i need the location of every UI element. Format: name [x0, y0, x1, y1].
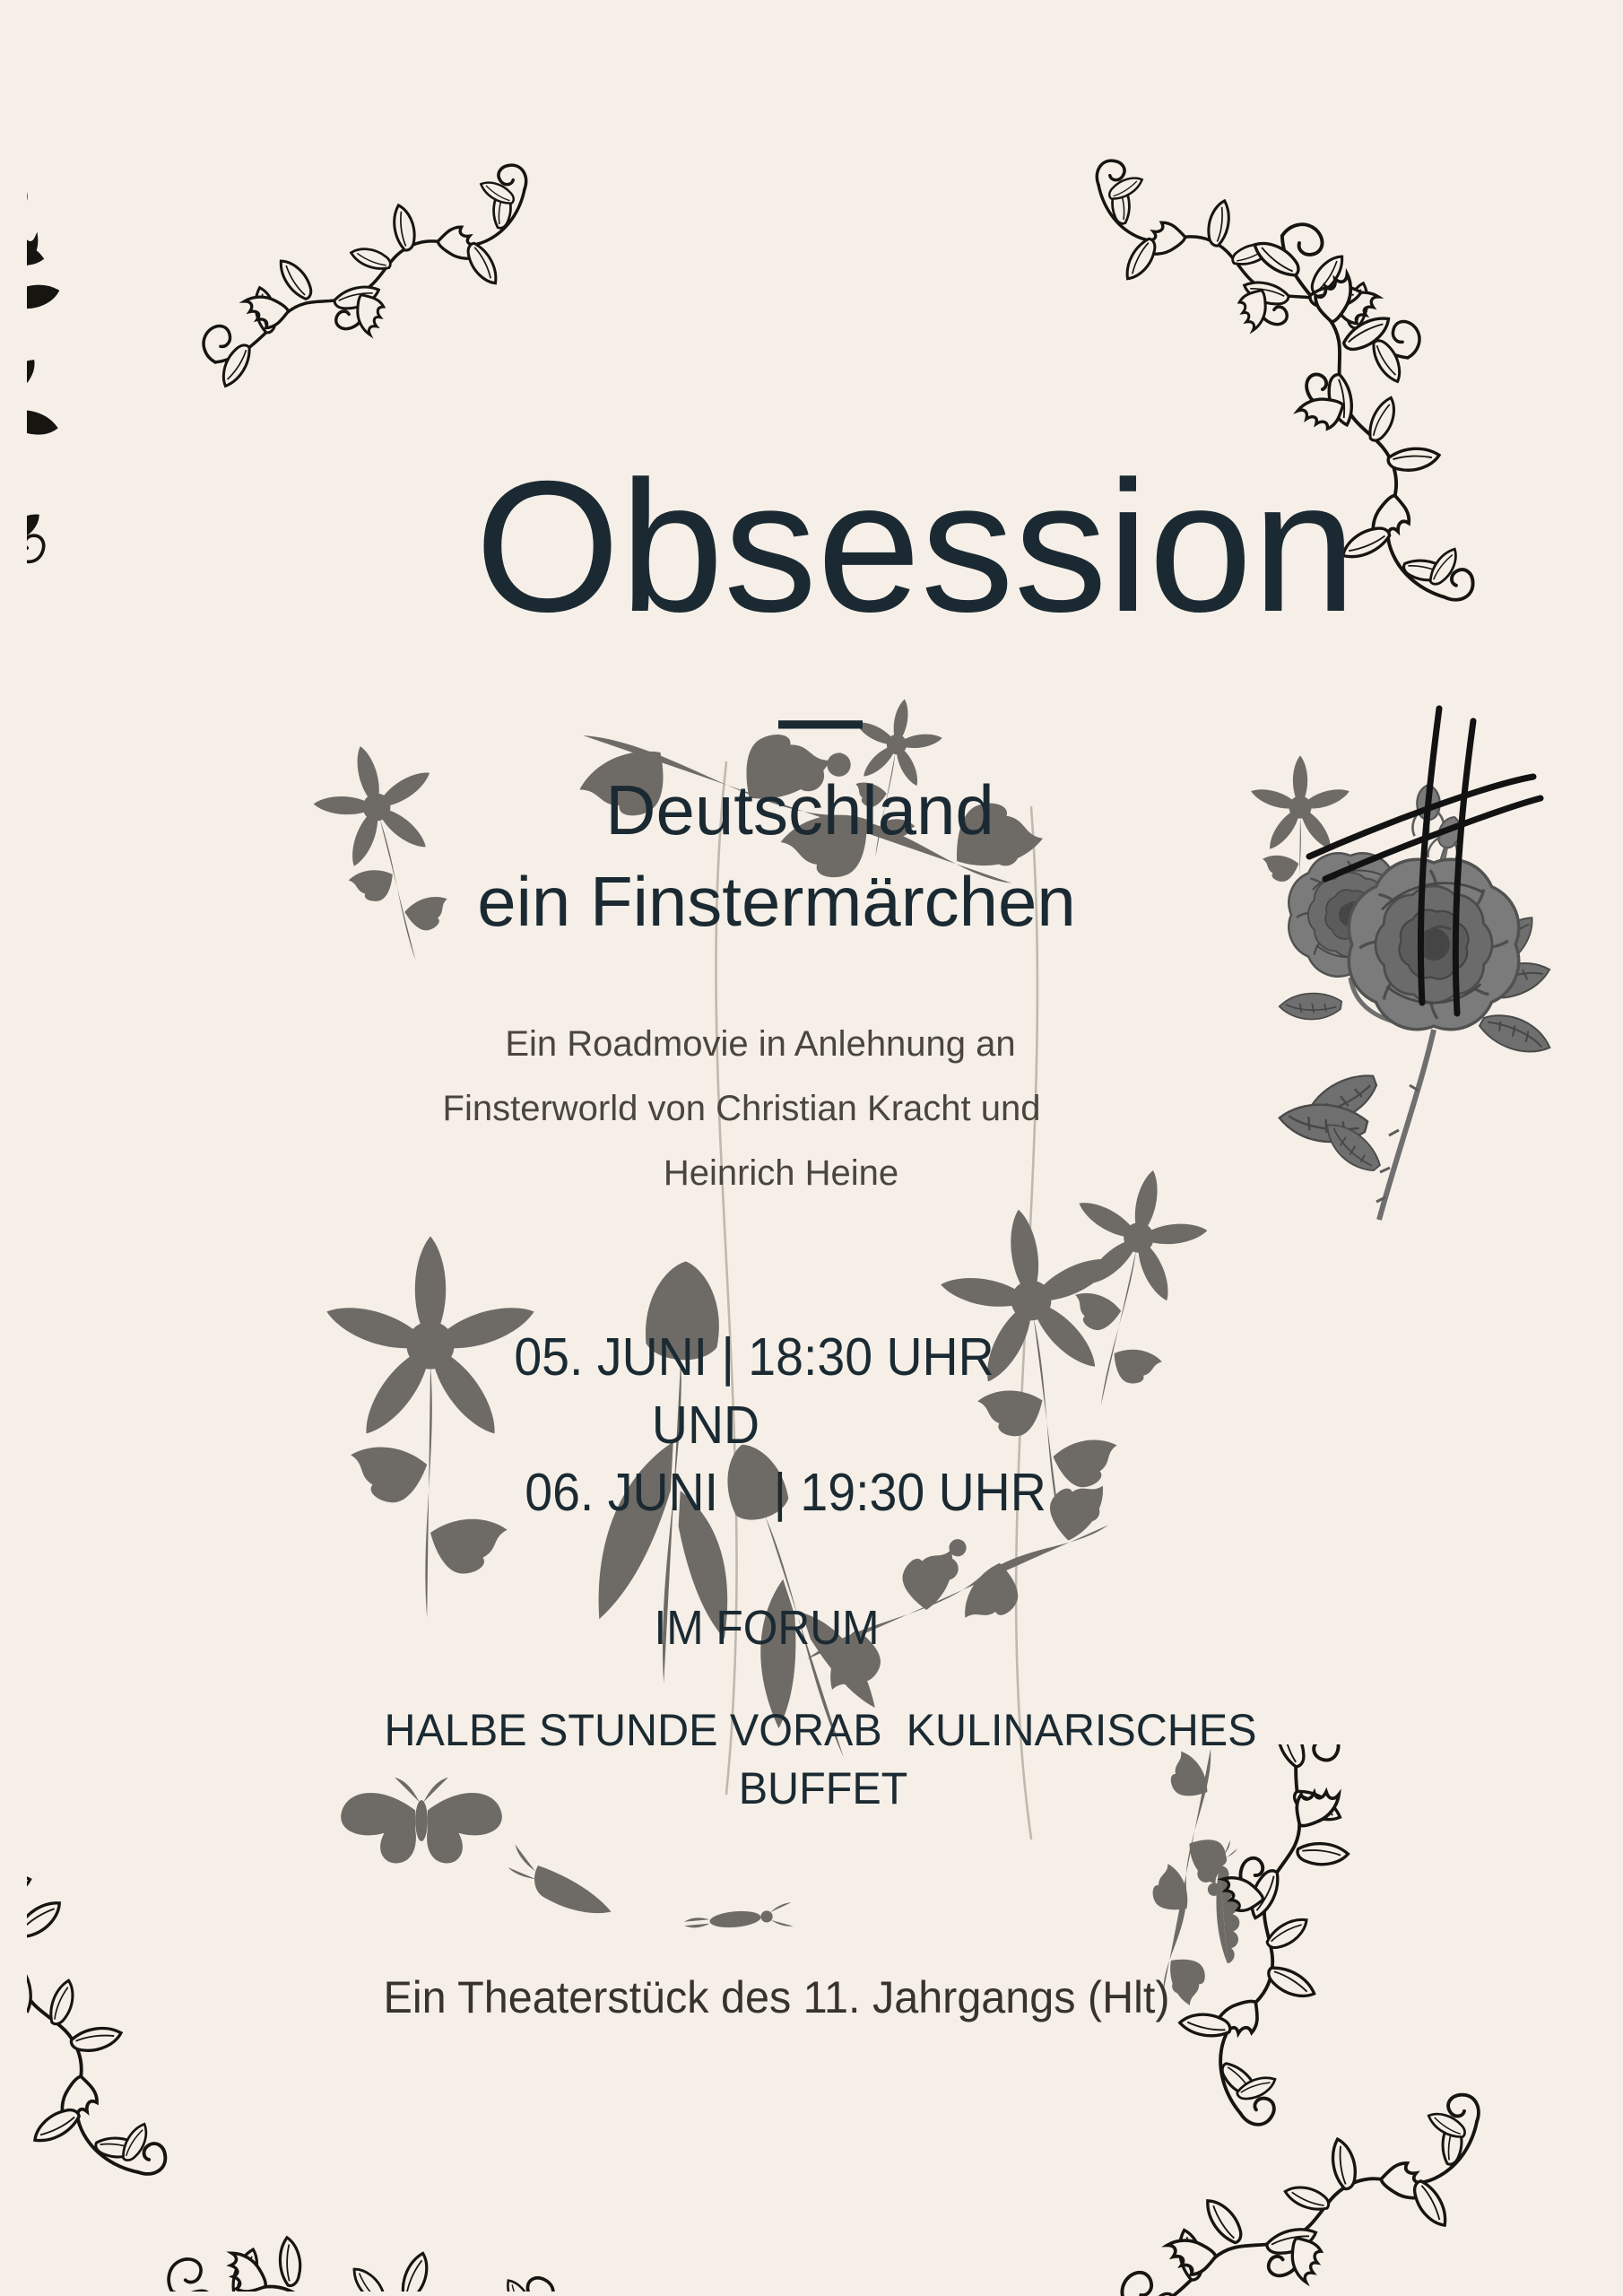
schedule-conjunction: UND [651, 1396, 760, 1455]
description-line-3: Heinrich Heine [663, 1153, 899, 1193]
schedule-date-2: 06. JUNI | 19:30 UHR [525, 1463, 1046, 1522]
description-line-1: Ein Roadmovie in Anlehnung an [505, 1024, 1016, 1064]
poster-title: Obsession [474, 443, 1357, 651]
schedule-date-1: 05. JUNI | 18:30 UHR [514, 1327, 994, 1387]
venue-line: IM FORUM [654, 1601, 880, 1655]
description-line-2: Finsterworld von Christian Kracht und [442, 1089, 1041, 1128]
buffet-line-1: HALBE STUNDE VORAB KULINARISCHES [384, 1705, 1257, 1755]
credit-line: Ein Theaterstück des 11. Jahrgangs (Hlt) [383, 1972, 1170, 2022]
subtitle-line-1: Deutschland [605, 770, 994, 849]
rose-illustration [1255, 664, 1623, 1256]
divider-dash: — [778, 671, 863, 765]
subtitle-line-2: ein Finstermärchen [477, 862, 1076, 941]
buffet-line-2: BUFFET [738, 1763, 908, 1813]
